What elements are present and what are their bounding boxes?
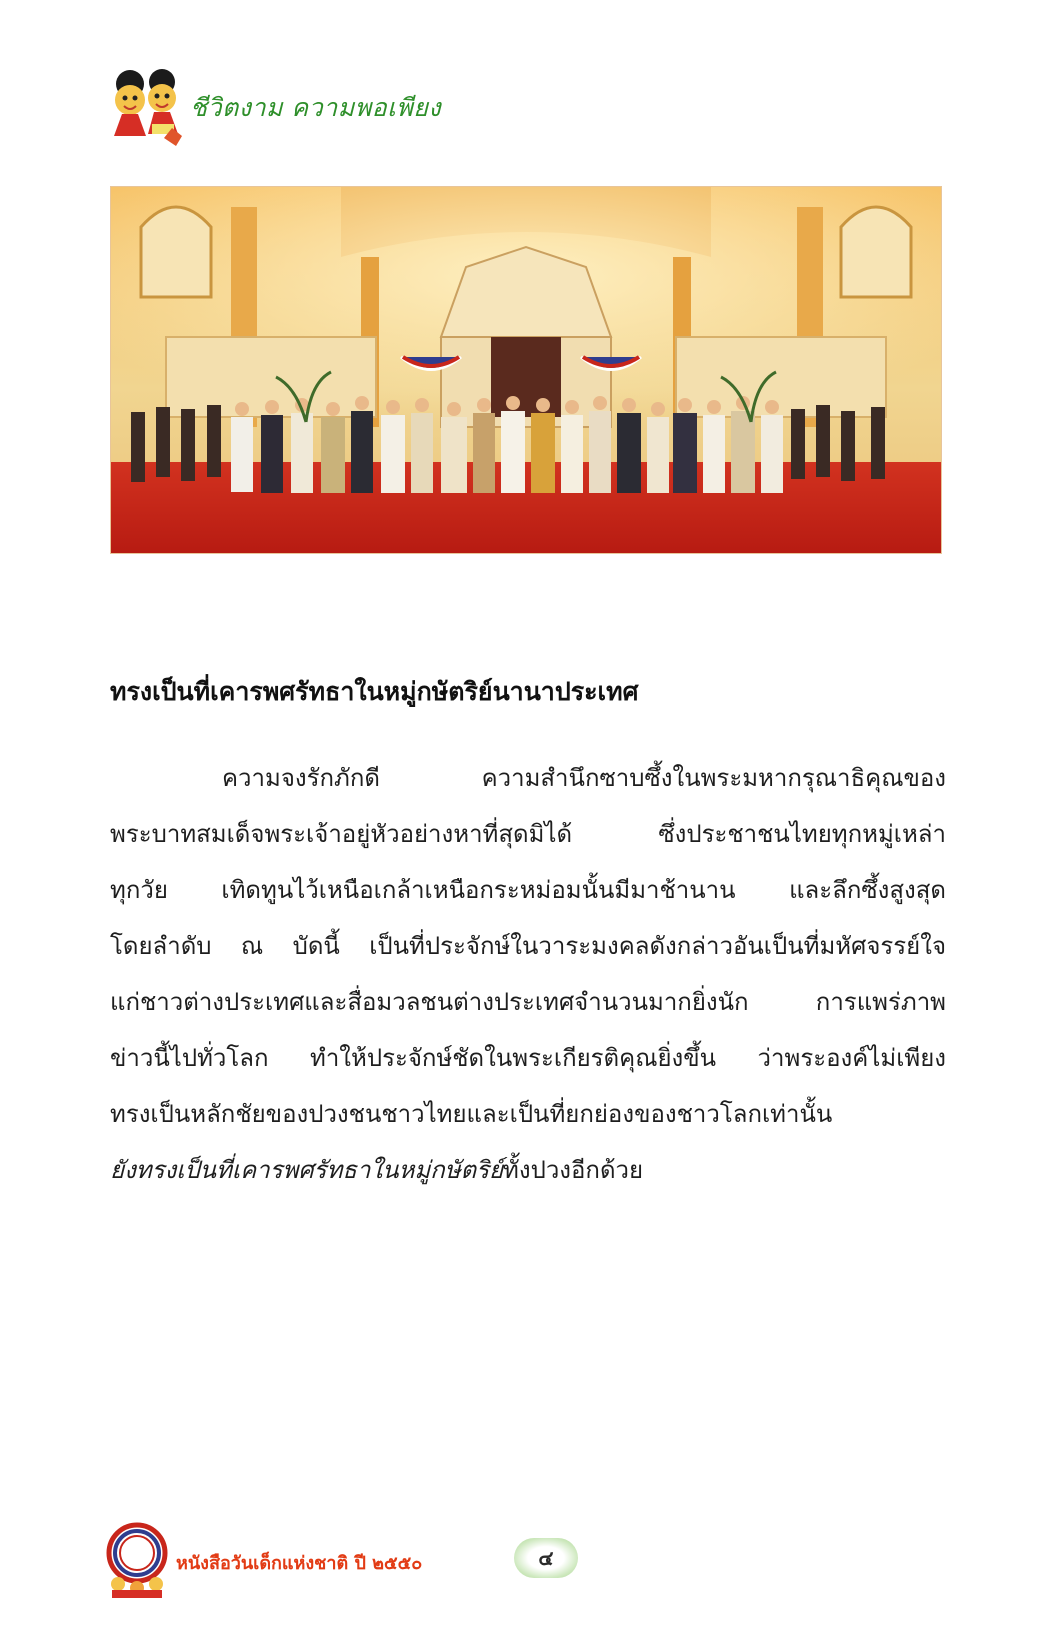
- paragraph-line: โดยลำดับ ณ บัดนี้ เป็นที่ประจักษ์ในวาระมงคลดังกล่าวอันเป็นที่มหัศจรรย์ใจ: [110, 932, 946, 960]
- page-number: ๔: [514, 1538, 578, 1578]
- paragraph-line: แก่ชาวต่างประเทศและสื่อมวลชนต่างประเทศจำนวนมากยิ่งนัก การแพร่ภาพ: [110, 988, 946, 1016]
- body-paragraph: [110, 750, 946, 1198]
- page-footer: [104, 1520, 964, 1610]
- paragraph-line: พระบาทสมเด็จพระเจ้าอยู่หัวอย่างหาที่สุดมิได้ ซึ่งประชาชนไทยทุกหมู่เหล่า: [110, 820, 946, 848]
- photo-illustration: [111, 187, 941, 553]
- royal-hall-group-photo: [110, 186, 942, 554]
- paragraph-line: ความจงรักภักดี ความสำนึกซาบซึ้งในพระมหากรุณาธิคุณของ: [222, 764, 946, 792]
- paragraph-last-line: [110, 1142, 946, 1198]
- children-day-emblem-icon: [104, 1520, 170, 1600]
- header-title: ชีวิตงาม ความพอเพียง: [190, 93, 442, 122]
- paragraph-line: ทรงเป็นหลักชัยของปวงชนชาวไทยและเป็นที่ยกย่องของชาวโลกเท่านั้น: [110, 1100, 833, 1128]
- footer-title: หนังสือวันเด็กแห่งชาติ ปี ๒๕๕๐: [176, 1553, 423, 1574]
- paragraph-line: ทุกวัย เทิดทูนไว้เหนือเกล้าเหนือกระหม่อมนั้นมีมาช้านาน และลึกซึ้งสูงสุด: [110, 876, 946, 904]
- italic-phrase: ยังทรงเป็นที่เคารพศรัทธาในหมู่กษัตริย์: [110, 1156, 504, 1184]
- paragraph-line: ข่าวนี้ไปทั่วโลก ทำให้ประจักษ์ชัดในพระเกียรติคุณยิ่งขึ้น ว่าพระองค์ไม่เพียง: [110, 1044, 946, 1072]
- page-header: [102, 66, 502, 156]
- children-mascot-icon: [102, 66, 192, 152]
- section-heading: ทรงเป็นที่เคารพศรัทธาในหมู่กษัตริย์นานาประเทศ: [110, 677, 639, 706]
- last-line-rest: ทั้งปวงอีกด้วย: [503, 1156, 644, 1184]
